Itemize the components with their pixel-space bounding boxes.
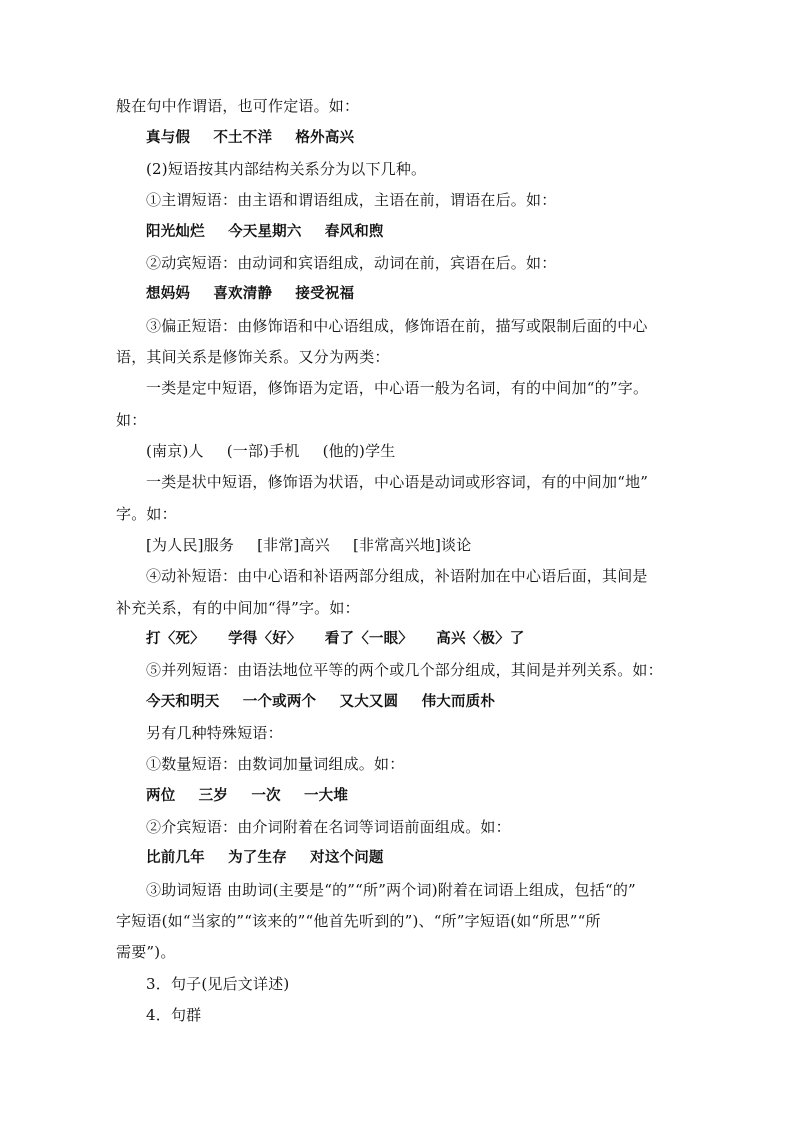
- text-line: (2)短语按其内部结构关系分为以下几种。: [146, 160, 427, 178]
- example-item: 春风和煦: [324, 224, 384, 240]
- text-line: ⑤并列短语：由语法地位平等的两个或几个部分组成，其间是并列关系。如：: [146, 661, 663, 679]
- example-item: 伟大而质朴: [421, 694, 496, 710]
- example-item: 一次: [251, 788, 281, 804]
- text-line: 般在句中作谓语，也可作定语。如：: [116, 97, 360, 115]
- example-item: 高兴〈极〉了: [436, 631, 525, 647]
- example-item: 比前几年: [146, 850, 205, 866]
- text-line: 一类是定中短语，修饰语为定语，中心语一般为名词，有的中间加“的”字。: [146, 379, 649, 397]
- example-row: [146, 786, 716, 806]
- example-item: 想妈妈: [146, 286, 191, 302]
- example-item: 接受祝福: [295, 286, 355, 302]
- example-item: 又大又圆: [339, 694, 399, 710]
- example-item: 三岁: [198, 788, 229, 804]
- example-item: 打〈死〉: [146, 631, 205, 647]
- example-item: 今天星期六: [228, 224, 302, 240]
- example-item: 一个或两个: [242, 694, 317, 710]
- example-row: [146, 441, 716, 461]
- text-line: 如：: [116, 411, 147, 429]
- example-item: 看了〈一眼〉: [324, 631, 414, 647]
- example-item: (他的)学生: [322, 442, 396, 460]
- example-item: 不土不洋: [213, 130, 273, 146]
- example-item: 喜欢清静: [213, 286, 273, 302]
- example-item: 两位: [146, 788, 176, 804]
- text-line: 字。如：: [116, 505, 177, 523]
- example-row: [146, 222, 716, 242]
- example-item: 学得〈好〉: [228, 631, 302, 647]
- example-item: (一部)手机: [226, 442, 300, 460]
- example-item: 对这个问题: [310, 850, 384, 866]
- text-line: 字短语(如“当家的”“该来的”“他首先听到的”)、“所”字短语(如“所思”“所: [116, 912, 601, 930]
- text-line: 一类是状中短语，修饰语为状语，中心语是动词或形容词，有的中间加“地”: [146, 473, 649, 491]
- example-row: [146, 535, 716, 555]
- example-item: 今天和明天: [146, 694, 220, 710]
- example-item: 为了生存: [228, 850, 287, 866]
- text-line: ②动宾短语：由动词和宾语组成，动词在前，宾语在后。如：: [146, 254, 557, 272]
- text-line: ②介宾短语：由介词附着在名词等词语前面组成。如：: [146, 818, 511, 836]
- text-line: ①数量短语：由数词加量词组成。如：: [146, 755, 405, 773]
- example-row: [146, 284, 716, 304]
- text-line: ①主谓短语：由主语和谓语组成，主语在前，谓语在后。如：: [146, 191, 557, 209]
- example-item: 真与假: [146, 130, 191, 146]
- example-item: [为人民]服务: [146, 536, 235, 554]
- example-item: 格外高兴: [295, 130, 355, 146]
- text-line: 补充关系，有的中间加“得”字。如：: [116, 599, 360, 617]
- example-item: 阳光灿烂: [146, 224, 205, 240]
- text-line: ④动补短语：由中心语和补语两部分组成，补语附加在中心语后面，其间是: [146, 567, 648, 585]
- example-item: [非常]高兴: [257, 536, 330, 554]
- text-line: 另有几种特殊短语：: [146, 724, 283, 742]
- section-heading: 3．句子(见后文详述): [146, 975, 290, 993]
- text-line: ③偏正短语：由修饰语和中心语组成，修饰语在前，描写或限制后面的中心: [146, 317, 648, 335]
- example-row: [146, 629, 716, 649]
- text-line: 语，其间关系是修饰关系。又分为两类：: [116, 348, 390, 366]
- section-heading: 4．句群: [146, 1006, 202, 1024]
- text-line: ③助词短语 由助词(主要是“的”“所”两个词)附着在词语上组成，包括“的”: [146, 881, 636, 899]
- example-row: [146, 128, 716, 148]
- example-item: 一大堆: [303, 788, 349, 804]
- example-row: [146, 692, 716, 712]
- example-item: [非常高兴地]谈论: [352, 536, 472, 554]
- text-line: 需要”)。: [116, 943, 176, 961]
- example-item: (南京)人: [146, 442, 204, 460]
- example-row: [146, 848, 716, 868]
